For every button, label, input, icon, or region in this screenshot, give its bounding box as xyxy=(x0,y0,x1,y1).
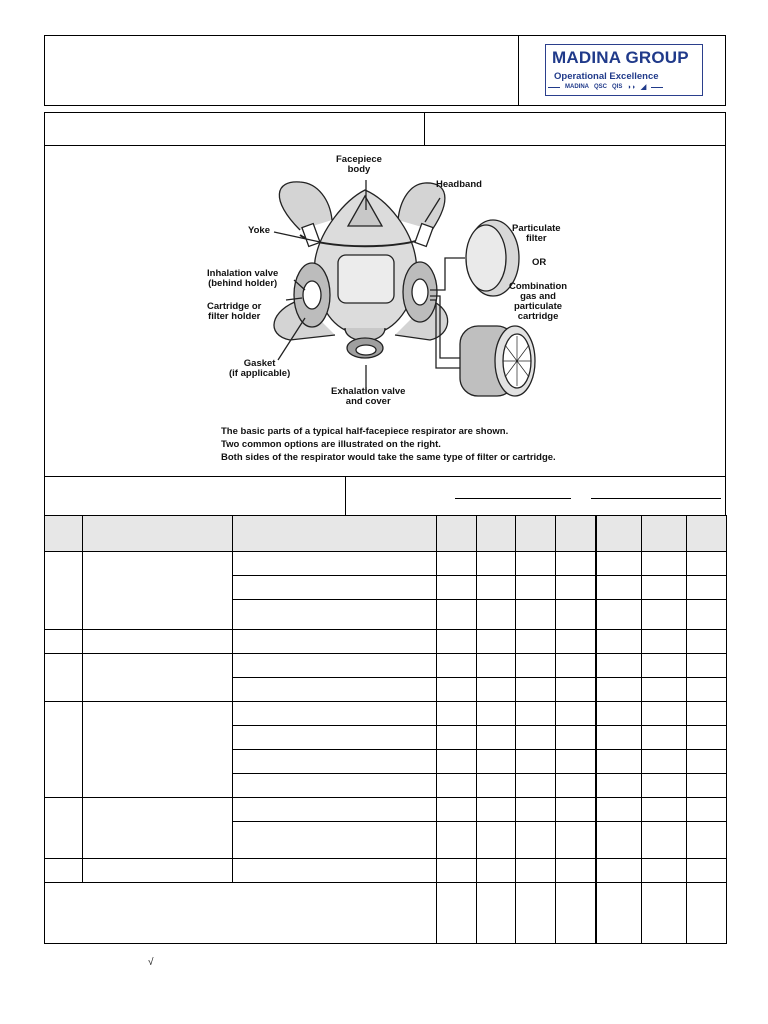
check-cell[interactable] xyxy=(642,798,687,822)
inspection-info-divider xyxy=(345,476,346,516)
check-cell[interactable] xyxy=(556,798,596,822)
brand-arrow-icon: ◢ xyxy=(640,84,647,91)
check-cell[interactable] xyxy=(687,630,727,654)
check-cell[interactable] xyxy=(687,883,727,944)
signature-line-1[interactable] xyxy=(455,498,571,499)
check-cell[interactable] xyxy=(516,678,556,702)
table-row xyxy=(45,654,727,678)
item-check-cell xyxy=(233,576,437,600)
label-exhalation-valve: Exhalation valve and cover xyxy=(331,386,406,407)
item-component-cell xyxy=(83,798,233,859)
check-cell[interactable] xyxy=(687,822,727,859)
check-cell[interactable] xyxy=(687,600,727,630)
check-cell[interactable] xyxy=(556,822,596,859)
table-row xyxy=(45,702,727,726)
check-cell[interactable] xyxy=(437,600,477,630)
check-cell[interactable] xyxy=(477,654,516,678)
check-cell[interactable] xyxy=(596,750,642,774)
item-check-cell xyxy=(233,600,437,630)
item-check-cell xyxy=(233,702,437,726)
check-cell[interactable] xyxy=(556,883,596,944)
check-cell[interactable] xyxy=(596,678,642,702)
check-cell[interactable] xyxy=(437,576,477,600)
check-cell[interactable] xyxy=(687,552,727,576)
check-cell[interactable] xyxy=(556,726,596,750)
label-facepiece-body: Facepiece body xyxy=(336,154,382,175)
item-component-cell xyxy=(83,552,233,630)
check-cell[interactable] xyxy=(477,702,516,726)
header-cell xyxy=(642,516,687,552)
label-combination-cartridge: Combination gas and particulate cartridge xyxy=(509,281,568,322)
item-check-cell xyxy=(233,859,437,883)
check-cell[interactable] xyxy=(516,726,556,750)
check-cell[interactable] xyxy=(516,750,556,774)
header-cell xyxy=(516,516,556,552)
check-cell[interactable] xyxy=(477,750,516,774)
inspection-info-row xyxy=(44,476,726,516)
check-cell[interactable] xyxy=(437,630,477,654)
item-component-cell xyxy=(83,630,233,654)
check-cell[interactable] xyxy=(642,859,687,883)
check-cell[interactable] xyxy=(477,552,516,576)
item-number-cell xyxy=(45,552,83,630)
header-cell xyxy=(596,516,642,552)
check-cell[interactable] xyxy=(687,726,727,750)
check-cell[interactable] xyxy=(596,576,642,600)
label-cartridge-holder: Cartridge or filter holder xyxy=(207,301,262,322)
check-cell[interactable] xyxy=(556,576,596,600)
check-cell[interactable] xyxy=(437,822,477,859)
check-cell[interactable] xyxy=(556,600,596,630)
check-cell[interactable] xyxy=(556,654,596,678)
check-cell[interactable] xyxy=(596,600,642,630)
check-cell[interactable] xyxy=(642,576,687,600)
table-row xyxy=(45,798,727,822)
remarks-row xyxy=(45,883,727,944)
label-particulate-filter: Particulate filter xyxy=(512,223,561,244)
check-cell[interactable] xyxy=(687,654,727,678)
check-cell[interactable] xyxy=(516,774,556,798)
check-cell[interactable] xyxy=(556,859,596,883)
header-cell xyxy=(477,516,516,552)
check-cell[interactable] xyxy=(687,576,727,600)
check-cell[interactable] xyxy=(642,600,687,630)
check-cell[interactable] xyxy=(556,552,596,576)
table-row xyxy=(45,859,727,883)
logo-subtitle: Operational Excellence xyxy=(554,71,659,82)
check-cell[interactable] xyxy=(516,600,556,630)
check-cell[interactable] xyxy=(477,798,516,822)
check-cell[interactable] xyxy=(556,702,596,726)
label-yoke: Yoke xyxy=(248,225,271,236)
item-check-cell xyxy=(233,798,437,822)
figure-caption-line-3: Both sides of the respirator would take the same type of filter or cartridge. xyxy=(221,452,556,463)
check-mark-icon: √ xyxy=(148,957,154,968)
check-cell[interactable] xyxy=(596,859,642,883)
item-check-cell xyxy=(233,654,437,678)
check-cell[interactable] xyxy=(437,750,477,774)
brand-madina: MADINA xyxy=(565,84,589,90)
check-cell[interactable] xyxy=(642,822,687,859)
check-cell[interactable] xyxy=(687,774,727,798)
header-cell xyxy=(437,516,477,552)
item-number-cell xyxy=(45,630,83,654)
check-cell[interactable] xyxy=(516,798,556,822)
brand-qis: QIS xyxy=(612,84,623,90)
check-cell[interactable] xyxy=(516,654,556,678)
check-cell[interactable] xyxy=(437,774,477,798)
check-cell[interactable] xyxy=(477,726,516,750)
check-cell[interactable] xyxy=(642,750,687,774)
check-cell[interactable] xyxy=(437,883,477,944)
check-cell[interactable] xyxy=(477,576,516,600)
brand-qsc: QSC xyxy=(594,84,608,90)
check-cell[interactable] xyxy=(477,859,516,883)
item-number-cell xyxy=(45,702,83,798)
respirator-illustration xyxy=(0,0,768,480)
check-cell[interactable] xyxy=(477,822,516,859)
item-check-cell xyxy=(233,822,437,859)
figure-caption-line-1: The basic parts of a typical half-facepiece respirator are shown. xyxy=(221,426,509,437)
item-check-cell xyxy=(233,774,437,798)
check-cell[interactable] xyxy=(477,678,516,702)
check-cell[interactable] xyxy=(437,678,477,702)
check-cell[interactable] xyxy=(687,702,727,726)
check-cell[interactable] xyxy=(596,774,642,798)
check-cell[interactable] xyxy=(437,726,477,750)
check-cell[interactable] xyxy=(516,576,556,600)
signature-line-2[interactable] xyxy=(591,498,721,499)
check-cell[interactable] xyxy=(516,552,556,576)
check-cell[interactable] xyxy=(687,750,727,774)
item-number-cell xyxy=(45,859,83,883)
table-row xyxy=(45,630,727,654)
table-header-row xyxy=(45,516,727,552)
check-cell[interactable] xyxy=(477,774,516,798)
check-cell[interactable] xyxy=(687,798,727,822)
check-cell[interactable] xyxy=(687,859,727,883)
check-cell[interactable] xyxy=(437,702,477,726)
check-cell[interactable] xyxy=(642,702,687,726)
check-cell[interactable] xyxy=(516,702,556,726)
check-cell[interactable] xyxy=(596,552,642,576)
item-component-cell xyxy=(83,654,233,702)
table-row xyxy=(45,552,727,576)
label-inhalation-valve: Inhalation valve (behind holder) xyxy=(207,268,279,289)
check-cell[interactable] xyxy=(437,859,477,883)
header-cell xyxy=(687,516,727,552)
header-cell xyxy=(556,516,596,552)
check-cell[interactable] xyxy=(642,774,687,798)
item-check-cell xyxy=(233,630,437,654)
check-cell[interactable] xyxy=(687,678,727,702)
label-gasket: Gasket (if applicable) xyxy=(229,358,291,379)
item-check-cell xyxy=(233,750,437,774)
check-cell[interactable] xyxy=(596,726,642,750)
header-cell xyxy=(45,516,83,552)
item-component-cell xyxy=(83,702,233,798)
check-cell[interactable] xyxy=(642,883,687,944)
item-check-cell xyxy=(233,552,437,576)
check-cell[interactable] xyxy=(642,552,687,576)
check-cell[interactable] xyxy=(516,883,556,944)
check-cell[interactable] xyxy=(642,630,687,654)
header-cell xyxy=(233,516,437,552)
check-cell[interactable] xyxy=(556,750,596,774)
check-cell[interactable] xyxy=(556,774,596,798)
brand-mark-icon: ◗◗ xyxy=(627,83,636,91)
check-cell[interactable] xyxy=(596,702,642,726)
label-or: OR xyxy=(532,257,547,268)
check-cell[interactable] xyxy=(516,859,556,883)
item-number-cell xyxy=(45,798,83,859)
check-cell[interactable] xyxy=(556,678,596,702)
check-cell[interactable] xyxy=(437,552,477,576)
check-cell[interactable] xyxy=(642,654,687,678)
logo-title: MADINA GROUP xyxy=(552,48,689,67)
check-cell[interactable] xyxy=(642,726,687,750)
item-check-cell xyxy=(233,726,437,750)
check-cell[interactable] xyxy=(596,798,642,822)
header-cell xyxy=(83,516,233,552)
check-cell[interactable] xyxy=(596,630,642,654)
check-cell[interactable] xyxy=(556,630,596,654)
check-cell[interactable] xyxy=(477,883,516,944)
item-check-cell xyxy=(233,678,437,702)
check-cell[interactable] xyxy=(596,654,642,678)
check-cell[interactable] xyxy=(596,883,642,944)
inspection-checklist-table xyxy=(44,515,727,944)
check-cell[interactable] xyxy=(642,678,687,702)
remarks-cell[interactable] xyxy=(45,883,437,944)
label-headband: Headband xyxy=(436,179,482,190)
item-component-cell xyxy=(83,859,233,883)
check-cell[interactable] xyxy=(516,822,556,859)
check-cell[interactable] xyxy=(477,600,516,630)
item-number-cell xyxy=(45,654,83,702)
figure-caption-line-2: Two common options are illustrated on the right. xyxy=(221,439,441,450)
check-cell[interactable] xyxy=(437,798,477,822)
check-cell[interactable] xyxy=(516,630,556,654)
check-cell[interactable] xyxy=(596,822,642,859)
check-cell[interactable] xyxy=(477,630,516,654)
check-cell[interactable] xyxy=(437,654,477,678)
